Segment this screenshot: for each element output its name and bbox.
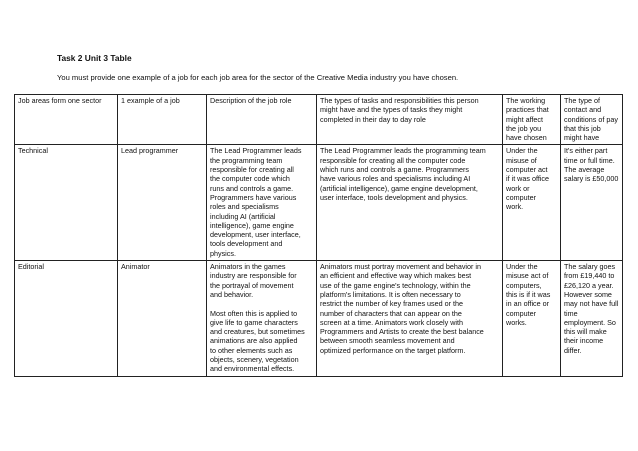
cell-line: computer — [506, 192, 536, 202]
task-table — [14, 94, 623, 377]
cell-line: and creatures, but sometimes — [210, 327, 305, 337]
cell-line: Editorial — [18, 262, 44, 272]
cell-line: £26,120 a year. — [564, 280, 614, 290]
cell-line: The Lead Programmer leads the programming team — [320, 146, 486, 156]
cell-line: differ. — [564, 345, 582, 355]
header-cell — [317, 95, 503, 145]
cell-line: number of characters that can appear on the — [320, 308, 462, 318]
table-cell — [207, 145, 317, 261]
cell-line: animations are also applied — [210, 336, 298, 346]
cell-line: The Lead Programmer leads — [210, 146, 302, 156]
cell-line: misuse act of — [506, 271, 549, 281]
cell-line: responsible for creating all the computer code — [320, 155, 466, 165]
cell-line: restrict the number of key frames used or the — [320, 299, 464, 309]
cell-line: user interface, tools development and physics. — [320, 192, 468, 202]
cell-line: and behavior. — [210, 289, 254, 299]
cell-line: Lead programmer — [121, 146, 179, 156]
table-cell — [15, 261, 118, 377]
table-row — [15, 261, 623, 377]
cell-line: which runs and controls a game. Programmers — [320, 165, 470, 175]
table-cell — [561, 145, 623, 261]
cell-line: their income — [564, 336, 604, 346]
cell-line: physics. — [210, 248, 236, 258]
cell-line: have various roles and specialisms including AI — [320, 174, 471, 184]
cell-line: work. — [506, 202, 524, 212]
cell-line: give life to game characters — [210, 317, 298, 327]
cell-line: the programming team — [210, 155, 283, 165]
cell-line: industry are responsible for — [210, 271, 297, 281]
cell-line: tools development and — [210, 239, 283, 249]
table-cell — [317, 261, 503, 377]
cell-line: (artificial intelligence), game engine development, — [320, 183, 478, 193]
cell-line: this is if it was — [506, 289, 551, 299]
cell-line: use of the game engine's technology, within the — [320, 280, 471, 290]
cell-line: completed in their day to day role — [320, 114, 426, 124]
cell-line: salary is £50,000 — [564, 174, 619, 184]
cell-line: in an office or — [506, 299, 550, 309]
header-cell — [207, 95, 317, 145]
cell-line: computer — [506, 308, 536, 318]
cell-line: conditions of pay — [564, 114, 618, 124]
cell-line: Description of the job role — [210, 96, 292, 105]
cell-line: objects, scenery, vegetation — [210, 355, 299, 365]
cell-line: this will make — [564, 327, 607, 337]
table-header-row — [15, 95, 623, 145]
cell-line: practices that — [506, 105, 549, 115]
cell-line: intelligence), game engine — [210, 220, 294, 230]
cell-line: The type of — [564, 96, 600, 105]
cell-line: It's either part — [564, 146, 608, 156]
table-cell — [118, 261, 207, 377]
cell-line: Under the — [506, 146, 538, 156]
cell-line: the job you — [506, 123, 542, 133]
cell-line: However some — [564, 289, 612, 299]
cell-line — [210, 299, 313, 308]
cell-line: The average — [564, 165, 605, 175]
header-cell — [118, 95, 207, 145]
cell-line: 1 example of a job — [121, 96, 180, 105]
cell-line: Job areas form one sector — [18, 96, 102, 105]
cell-line: Animators must portray movement and behavior in — [320, 262, 481, 272]
cell-line: Programmers have various — [210, 192, 297, 202]
cell-line: Most often this is applied to — [210, 308, 298, 318]
cell-line: including AI (artificial — [210, 211, 276, 221]
header-cell — [15, 95, 118, 145]
cell-line: time — [564, 308, 578, 318]
cell-line: might have and the types of tasks they might — [320, 105, 463, 115]
table-cell — [118, 145, 207, 261]
cell-line: optimized performance on the target platform. — [320, 345, 466, 355]
cell-line: employment. So — [564, 317, 616, 327]
cell-line: may not have full — [564, 299, 619, 309]
cell-line: works. — [506, 317, 527, 327]
cell-line: The salary goes — [564, 262, 616, 272]
page-title: Task 2 Unit 3 Table — [57, 53, 132, 63]
cell-line: and environmental effects. — [210, 364, 295, 374]
cell-line: computer act — [506, 165, 548, 175]
header-cell — [561, 95, 623, 145]
table-row — [15, 145, 623, 261]
cell-line: from £19,440 to — [564, 271, 615, 281]
cell-line: contact and — [564, 105, 602, 115]
cell-line: The working — [506, 96, 546, 105]
cell-line: misuse of — [506, 155, 537, 165]
cell-line: responsible for creating all — [210, 165, 294, 175]
table-cell — [15, 145, 118, 261]
cell-line: roles and specialisms — [210, 202, 279, 212]
cell-line: if it was office — [506, 174, 550, 184]
table-cell — [317, 145, 503, 261]
cell-line: have chosen — [506, 133, 547, 143]
cell-line: might affect — [506, 114, 544, 124]
cell-line: Under the — [506, 262, 538, 272]
cell-line: computers, — [506, 280, 542, 290]
cell-line: might have — [564, 133, 600, 143]
cell-line: that this job — [564, 123, 601, 133]
table-cell — [207, 261, 317, 377]
cell-line: to other elements such as — [210, 345, 293, 355]
cell-line: runs and controls a game. — [210, 183, 294, 193]
cell-line: time or full time. — [564, 155, 615, 165]
cell-line: Animator — [121, 262, 150, 272]
cell-line: Animators in the games — [210, 262, 286, 272]
cell-line: an efficient and effective way which makes best — [320, 271, 472, 281]
cell-line: development, user interface, — [210, 230, 301, 240]
cell-line: the portrayal of movement — [210, 280, 294, 290]
page-instruction: You must provide one example of a job for each job area for the sector of the Creative Media industry you have chosen. — [57, 73, 459, 82]
cell-line: Technical — [18, 146, 48, 156]
cell-line: The types of tasks and responsibilities this person — [320, 96, 479, 105]
table-cell — [503, 145, 561, 261]
cell-line: work or — [506, 183, 530, 193]
cell-line: between smooth seamless movement and — [320, 336, 455, 346]
cell-line: Programmers and Artists to create the best balance — [320, 327, 484, 337]
header-cell — [503, 95, 561, 145]
table-cell — [503, 261, 561, 377]
cell-line: the computer code which — [210, 174, 290, 184]
cell-line: screen at a time. Animators work closely with — [320, 317, 464, 327]
cell-line: platform's limitations. It is often necessary to — [320, 289, 461, 299]
table-cell — [561, 261, 623, 377]
